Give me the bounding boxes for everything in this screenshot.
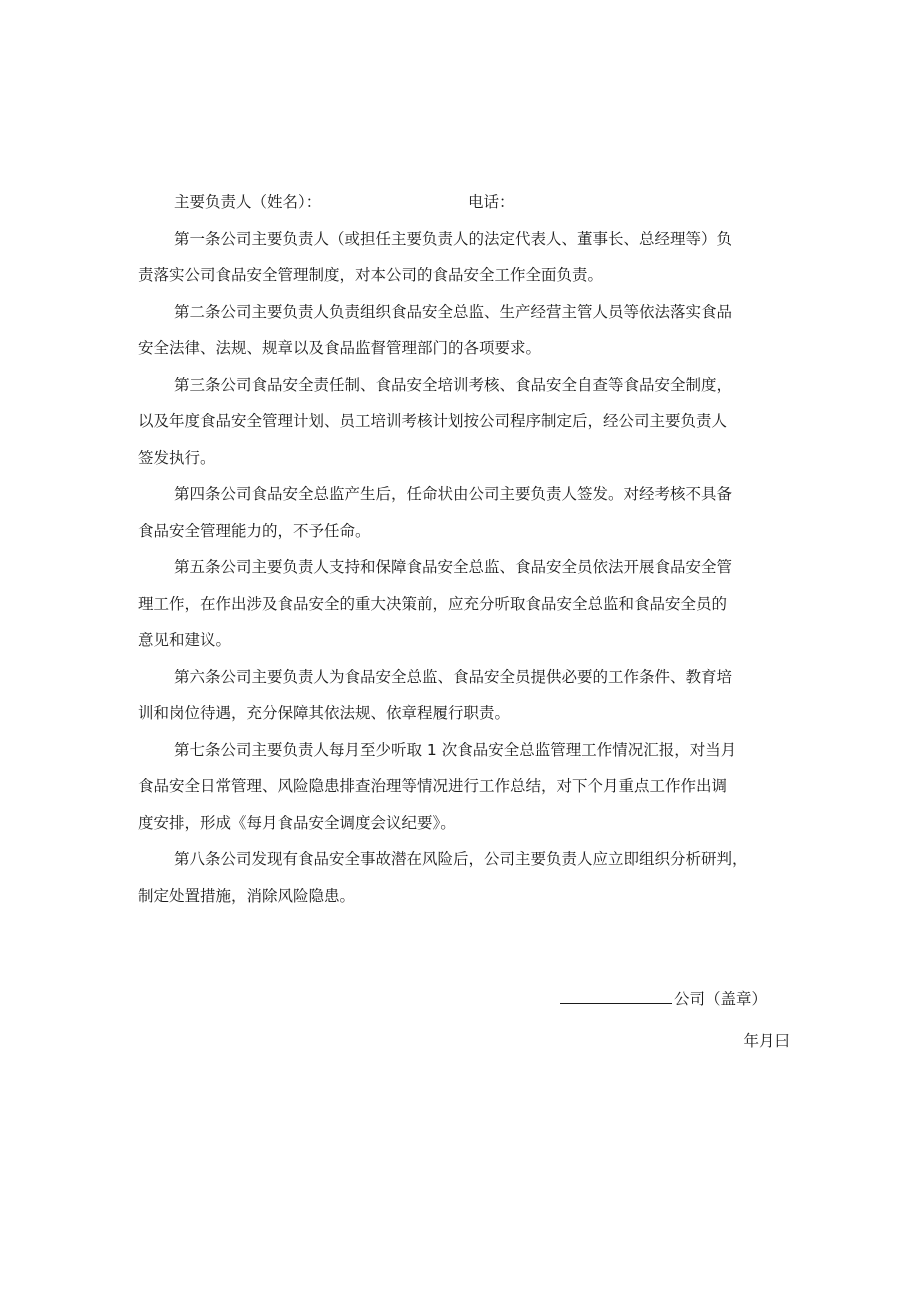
article-line: 第一条公司主要负责人（或担任主要负责人的法定代表人、董事长、总经理等）负: [174, 229, 733, 248]
article-line: 度安排，形成《每月食品安全调度会议纪要》。: [138, 813, 456, 832]
article-line: 第二条公司主要负责人负责组织食品安全总监、生产经营主管人员等依法落实食品: [174, 302, 733, 321]
company-name-blank: [560, 981, 672, 1004]
article-paragraph: [138, 549, 793, 659]
article-line: 责落实公司食品安全管理制度，对本公司的食品安全工作全面负责。: [138, 266, 604, 284]
article-line: 安全法律、法规、规章以及食品监督管理部门的各项要求。: [138, 339, 542, 357]
article-line: 训和岗位待遇，充分保障其依法规、依章程履行职责。: [138, 704, 511, 722]
article-line: 签发执行。: [138, 448, 216, 467]
article-paragraph: [138, 367, 793, 477]
article-paragraph: [138, 659, 793, 732]
signature-block: [560, 981, 792, 1059]
document-body: [138, 184, 793, 914]
article-line: 意见和建议。: [138, 631, 232, 649]
article-line: 第三条公司食品安全责任制、食品安全培训考核、食品安全自查等食品安全制度，: [174, 375, 733, 394]
phone-label: 电话：: [468, 193, 515, 211]
article-line: 食品安全日常管理、风险隐患排查治理等情况进行工作总结，对下个月重点工作作出调: [138, 777, 728, 795]
article-line: 理工作，在作出涉及食品安全的重大决策前，应充分听取食品安全总监和食品安全员的: [138, 594, 728, 613]
article-line: 第五条公司主要负责人支持和保障食品安全总监、食品安全员依法开展食品安全管: [174, 558, 733, 576]
article-line: 以及年度食品安全管理计划、员工培训考核计划按公司程序制定后，经公司主要负责人: [138, 412, 728, 430]
article-line: 食品安全管理能力的，不予任命。: [138, 521, 371, 540]
article-line: 制定处置措施，消除风险隐患。: [138, 886, 356, 905]
articles-list: [138, 221, 793, 915]
company-seal-label: 公司（盖章）: [674, 990, 768, 1008]
responsible-person-header: [138, 184, 793, 221]
article-line: 第六条公司主要负责人为食品安全总监、食品安全员提供必要的工作条件、教育培: [174, 667, 733, 686]
article-paragraph: [138, 732, 793, 842]
article-line: 第四条公司食品安全总监产生后，任命状由公司主要负责人签发。对经考核不具备: [174, 485, 733, 503]
name-label: 主要负责人（姓名）：: [174, 193, 322, 211]
article-line: 第八条公司发现有食品安全事故潜在风险后，公司主要负责人应立即组织分析研判，: [174, 850, 748, 868]
article-paragraph: [138, 221, 793, 294]
article-line: 第七条公司主要负责人每月至少听取 1 次食品安全总监管理工作情况汇报，对当月: [174, 740, 737, 759]
article-paragraph: [138, 476, 793, 549]
article-paragraph: [138, 294, 793, 367]
company-seal-line: [560, 981, 792, 1017]
article-paragraph: [138, 841, 793, 914]
date-label: 年月曰: [743, 1032, 790, 1050]
